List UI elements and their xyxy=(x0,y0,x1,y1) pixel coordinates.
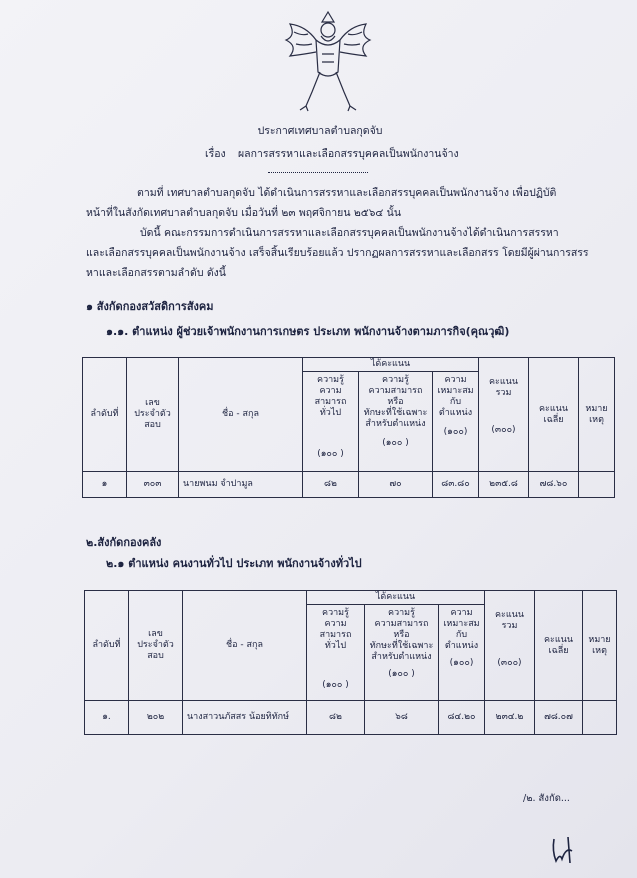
row-c2: ๗๐ xyxy=(359,472,433,498)
row-avg: ๗๘.๐๗ xyxy=(535,701,583,735)
table-row xyxy=(83,472,615,498)
header-c3: ความ เหมาะสม กับ ตำแหน่ง xyxy=(443,608,480,651)
header-c2-max: (๑๐๐ ) xyxy=(382,438,409,448)
paragraph-1-line-1: ตามที่ เทศบาลตำบลกุดจับ ได้ดำเนินการสรรหาและเลือกสรรบุคคลเป็นพนักงานจ้าง เพื่อปฏิบัติ xyxy=(137,187,557,199)
header-c3-max: (๑๐๐) xyxy=(449,658,474,668)
section-2-score-table xyxy=(84,590,617,735)
header-avg: คะแนน เฉลี่ย xyxy=(529,358,579,472)
header-c3: ความ เหมาะสม กับ ตำแหน่ง xyxy=(437,375,474,418)
subject-label: เรื่อง xyxy=(205,148,226,160)
header-total-cell xyxy=(479,358,529,472)
row-rank: ๑ xyxy=(83,472,127,498)
header-note: หมาย เหตุ xyxy=(583,591,617,701)
header-total-max: (๓๐๐) xyxy=(491,425,516,435)
header-exam-no: เลข ประจำตัว สอบ xyxy=(127,358,179,472)
subject-text: ผลการสรรหาและเลือกสรรบุคคลเป็นพนักงานจ้าง xyxy=(238,148,459,160)
paragraph-2-line-1: บัดนี้ คณะกรรมการดำเนินการสรรหาและเลือกสรรบุคคลเป็นพนักงานจ้างได้ดำเนินการสรรหา xyxy=(140,227,559,239)
paragraph-2-line-2: และเลือกสรรบุคคลเป็นพนักงานจ้าง เสร็จสิ้นเรียบร้อยแล้ว ปรากฏผลการสรรหาและเลือกสรร โดยมีผู้ผ่านการสรร xyxy=(86,247,589,259)
row-c3: ๘๔.๒๐ xyxy=(439,701,485,735)
row-name: นายพนม จำปามูล xyxy=(179,472,303,498)
header-c2-max: (๑๐๐ ) xyxy=(388,669,415,679)
row-c3: ๘๓.๘๐ xyxy=(433,472,479,498)
table-row xyxy=(85,701,617,735)
row-c1: ๘๒ xyxy=(307,701,365,735)
header-c1-cell xyxy=(303,372,359,472)
header-rank: ลำดับที่ xyxy=(83,358,127,472)
row-c1: ๘๒ xyxy=(303,472,359,498)
row-exam-no: ๒๐๒ xyxy=(129,701,183,735)
header-c3-cell xyxy=(433,372,479,472)
header-exam-no: เลข ประจำตัว สอบ xyxy=(129,591,183,701)
header-rank: ลำดับที่ xyxy=(85,591,129,701)
section-1-position: ๑.๑. ตำแหน่ง ผู้ช่วยเจ้าพนักงานการเกษตร ประเภท พนักงานจ้างตามภารกิจ(คุณวุฒิ) xyxy=(106,325,510,338)
header-note: หมาย เหตุ xyxy=(579,358,615,472)
signature-initial-icon xyxy=(548,835,578,865)
header-scores-group: ได้คะแนน xyxy=(303,358,479,372)
header-c2-cell xyxy=(365,605,439,701)
header-c1-max: (๑๐๐ ) xyxy=(317,449,344,459)
announcement-title: ประกาศเทศบาลตำบลกุดจับ xyxy=(257,125,383,137)
row-exam-no: ๓๐๓ xyxy=(127,472,179,498)
row-note xyxy=(583,701,617,735)
section-1-heading: ๑ สังกัดกองสวัสดิการสังคม xyxy=(86,300,214,313)
row-c2: ๖๘ xyxy=(365,701,439,735)
row-total: ๒๓๔.๒ xyxy=(485,701,535,735)
header-total-cell xyxy=(485,591,535,701)
separator-dots xyxy=(268,172,368,173)
garuda-emblem-icon xyxy=(276,6,380,114)
row-rank: ๑. xyxy=(85,701,129,735)
header-c1: ความรู้ ความสามารถ ทั่วไป xyxy=(319,608,352,651)
continued-marker: /๒. สังกัด... xyxy=(523,793,570,804)
header-name: ชื่อ - สกุล xyxy=(179,358,303,472)
header-avg: คะแนน เฉลี่ย xyxy=(535,591,583,701)
header-scores-group: ได้คะแนน xyxy=(307,591,485,605)
section-2-position: ๒.๑ ตำแหน่ง คนงานทั่วไป ประเภท พนักงานจ้างทั่วไป xyxy=(106,557,362,570)
row-note xyxy=(579,472,615,498)
header-c2: ความรู้ ความสามารถหรือ ทักษะที่ใช้เฉพาะ สำหรับตำแหน่ง xyxy=(369,608,434,662)
header-c3-cell xyxy=(439,605,485,701)
header-c1-cell xyxy=(307,605,365,701)
paragraph-1-line-2: หน้าที่ในสังกัดเทศบาลตำบลกุดจับ เมื่อวันที่ ๒๓ พฤศจิกายน ๒๕๖๔ นั้น xyxy=(86,207,402,219)
header-c1-max: (๑๐๐ ) xyxy=(322,680,349,690)
header-name: ชื่อ - สกุล xyxy=(183,591,307,701)
section-2-heading: ๒.สังกัดกองคลัง xyxy=(86,536,162,549)
row-avg: ๗๘.๖๐ xyxy=(529,472,579,498)
section-1-score-table xyxy=(82,357,615,498)
paragraph-2-line-3: หาและเลือกสรรตามลำดับ ดังนี้ xyxy=(86,267,226,279)
header-c1: ความรู้ ความสามารถ ทั่วไป xyxy=(314,375,347,418)
header-c2: ความรู้ ความสามารถหรือ ทักษะที่ใช้เฉพาะ สำหรับตำแหน่ง xyxy=(363,375,428,429)
header-total-max: (๓๐๐) xyxy=(497,658,522,668)
header-c2-cell xyxy=(359,372,433,472)
header-total: คะแนน รวม xyxy=(495,610,524,631)
header-total: คะแนน รวม xyxy=(489,377,518,398)
row-total: ๒๓๕.๘ xyxy=(479,472,529,498)
header-c3-max: (๑๐๐) xyxy=(443,427,468,437)
row-name: นางสาวนภัสสร น้อยทิทักษ์ xyxy=(183,701,307,735)
